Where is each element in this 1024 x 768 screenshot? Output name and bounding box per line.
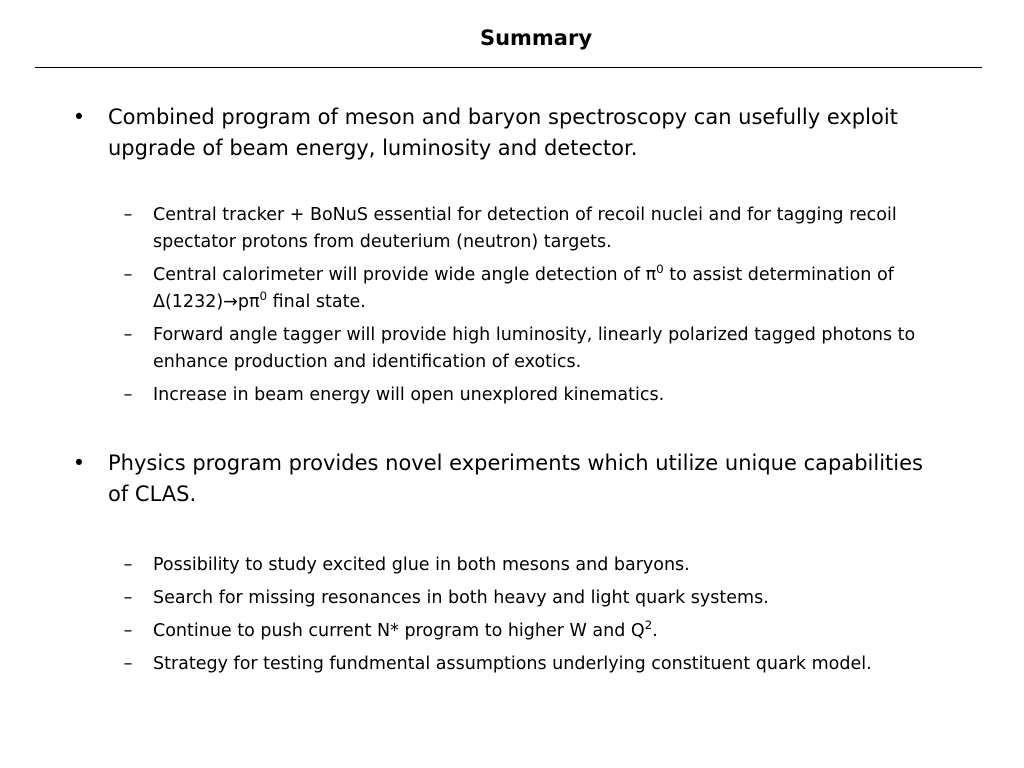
slide-title: Summary xyxy=(479,26,593,50)
sub-item-beam-energy xyxy=(123,382,943,409)
sub-marker: – xyxy=(123,621,133,641)
bullet-marker: • xyxy=(72,105,86,129)
sub-marker: – xyxy=(123,205,133,225)
sub-item-text: Strategy for testing fundmental assumptions underlying constituent quark model. xyxy=(153,654,872,674)
sub-item-missing-resonances xyxy=(123,585,943,612)
bullet-marker: • xyxy=(72,451,86,475)
bullet-meson-baryon-program xyxy=(72,102,928,164)
sub-item-text: Continue to push current N* program to higher W and $Q^2$. xyxy=(153,618,658,641)
sub-item-text: Central tracker + BoNuS essential for detection of recoil nuclei and for tagging recoil spectator protons from deuterium (neutron) targets. xyxy=(153,205,897,252)
sub-marker: – xyxy=(123,588,133,608)
sub-item-text: Central calorimeter will provide wide angle detection of $\pi^0$ to assist determination of $\Delta(1232)\to p\pi^0$ final state. xyxy=(153,262,894,312)
sub-marker: – xyxy=(123,325,133,345)
sub-item-forward-tagger xyxy=(123,322,943,376)
sub-marker: – xyxy=(123,385,133,405)
sub-item-text: Forward angle tagger will provide high luminosity, linearly polarized tagged photons to enhance production and identification of exotics. xyxy=(153,325,916,372)
sub-marker: – xyxy=(123,555,133,575)
bullet-text: Combined program of meson and baryon spectroscopy can usefully exploit upgrade of beam energy, luminosity and detector. xyxy=(108,105,898,160)
sub-item-quark-model xyxy=(123,651,943,678)
sub-item-text: Possibility to study excited glue in both mesons and baryons. xyxy=(153,555,690,575)
sub-item-central-calorimeter xyxy=(123,262,943,316)
sub-item-text: Increase in beam energy will open unexplored kinematics. xyxy=(153,385,665,405)
sub-item-nstar-program xyxy=(123,618,943,645)
sub-item-excited-glue xyxy=(123,552,943,579)
sub-marker: – xyxy=(123,654,133,674)
arrow-right-icon: → xyxy=(223,292,238,312)
sub-item-central-tracker xyxy=(123,202,943,256)
sub-marker: – xyxy=(123,265,133,285)
sub-item-text: Search for missing resonances in both heavy and light quark systems. xyxy=(153,588,769,608)
bullet-physics-program xyxy=(72,448,928,510)
bullet-text: Physics program provides novel experiments which utilize unique capabilities of CLAS. xyxy=(108,451,923,506)
title-divider xyxy=(35,67,982,68)
